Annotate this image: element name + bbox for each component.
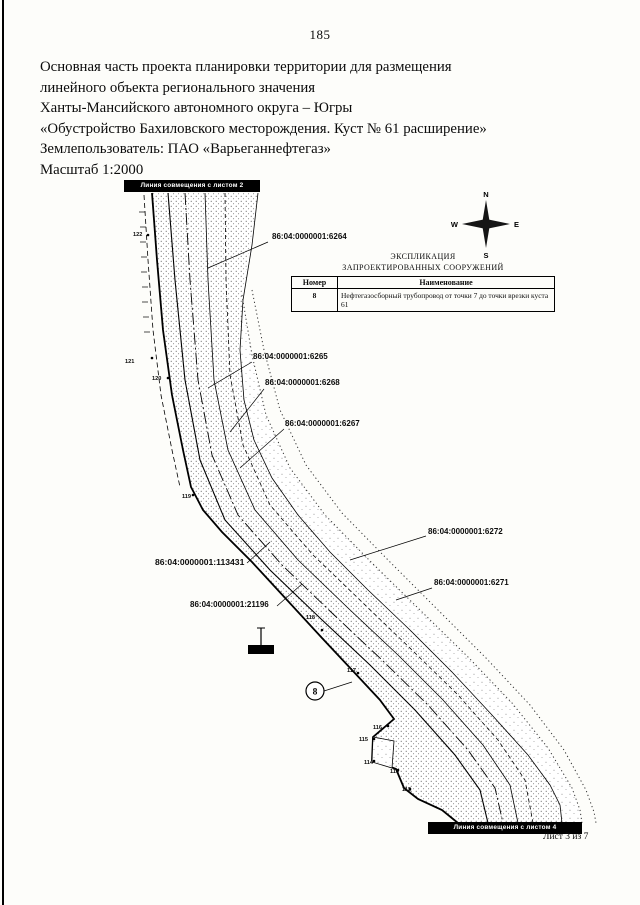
point-label-113: 113 — [390, 769, 400, 775]
route-number-marker — [306, 682, 324, 700]
point-label-120: 120 — [152, 376, 162, 382]
cadastral-label-113431: 86:04:0000001:113431 — [155, 557, 245, 567]
explication-table — [291, 276, 555, 312]
cadastral-label-6267: 86:04:0000001:6267 — [285, 419, 360, 428]
explication-title — [291, 252, 555, 273]
point-label-121: 121 — [125, 359, 135, 365]
point-label-116: 116 — [373, 725, 383, 731]
page-number: 185 — [309, 27, 331, 42]
explication-col-name: Наименование — [338, 277, 555, 289]
title-line-1: Основная часть проекта планировки территории для размещения — [40, 59, 452, 75]
route-number-text: 8 — [312, 687, 318, 698]
point-label-118: 118 — [306, 615, 316, 621]
point-label-114: 114 — [364, 760, 374, 766]
compass-north-label: N — [483, 190, 489, 199]
cadastral-label-6265: 86:04:0000001:6265 — [253, 352, 328, 361]
title-line-4: «Обустройство Бахиловского месторождения. Куст № 61 расширение» — [40, 120, 487, 137]
match-line-bottom: Линия совмещения с листом 4 — [428, 822, 582, 834]
boundary-tick-marks — [139, 212, 150, 332]
explication-title-line-1: ЭКСПЛИКАЦИЯ — [390, 252, 456, 261]
cadastral-label-21196: 86:04:0000001:21196 — [190, 600, 269, 609]
title-line-6: Масштаб 1:2000 — [40, 161, 144, 178]
match-line-top: Линия совмещения с листом 2 — [124, 180, 260, 192]
compass-rose — [451, 190, 519, 260]
notched-parcel — [372, 737, 394, 768]
point-label-117: 117 — [347, 668, 357, 674]
cadastral-label-6272: 86:04:0000001:6272 — [428, 527, 503, 536]
point-label-122: 122 — [133, 232, 143, 238]
compass-south-label: S — [483, 251, 489, 260]
title-line-3: Ханты-Мансийского автономного округа – Югры — [40, 100, 353, 117]
explication-title-line-2: ЗАПРОЕКТИРОВАННЫХ СООРУЖЕНИЙ — [342, 262, 504, 272]
title-line-5: Землепользователь: ПАО «Варьеганнефтегаз» — [40, 141, 331, 158]
facility-symbol — [248, 628, 274, 654]
point-label-115: 115 — [359, 737, 369, 743]
explication-row-number: 8 — [292, 289, 338, 312]
sheet-number-label: Лист 3 из 7 — [543, 832, 589, 842]
explication-header-row — [292, 277, 555, 289]
compass-west-label: W — [450, 220, 458, 229]
cadastral-label-6271: 86:04:0000001:6271 — [434, 578, 509, 587]
explication-col-number: Номер — [292, 277, 338, 289]
cadastral-label-6264: 86:04:0000001:6264 — [272, 232, 347, 241]
cadastral-label-6268: 86:04:0000001:6268 — [265, 378, 340, 387]
explication-row — [292, 289, 555, 312]
explication-row-name: Нефтегазосборный трубопровод от точки 7 до точки врезки куста 61 — [338, 289, 555, 312]
point-label-119: 119 — [182, 494, 192, 500]
point-label-112: 112 — [402, 787, 412, 793]
compass-east-label: E — [514, 220, 520, 229]
title-line-2: линейного объекта регионального значения — [40, 79, 316, 96]
explication-block — [291, 252, 555, 312]
